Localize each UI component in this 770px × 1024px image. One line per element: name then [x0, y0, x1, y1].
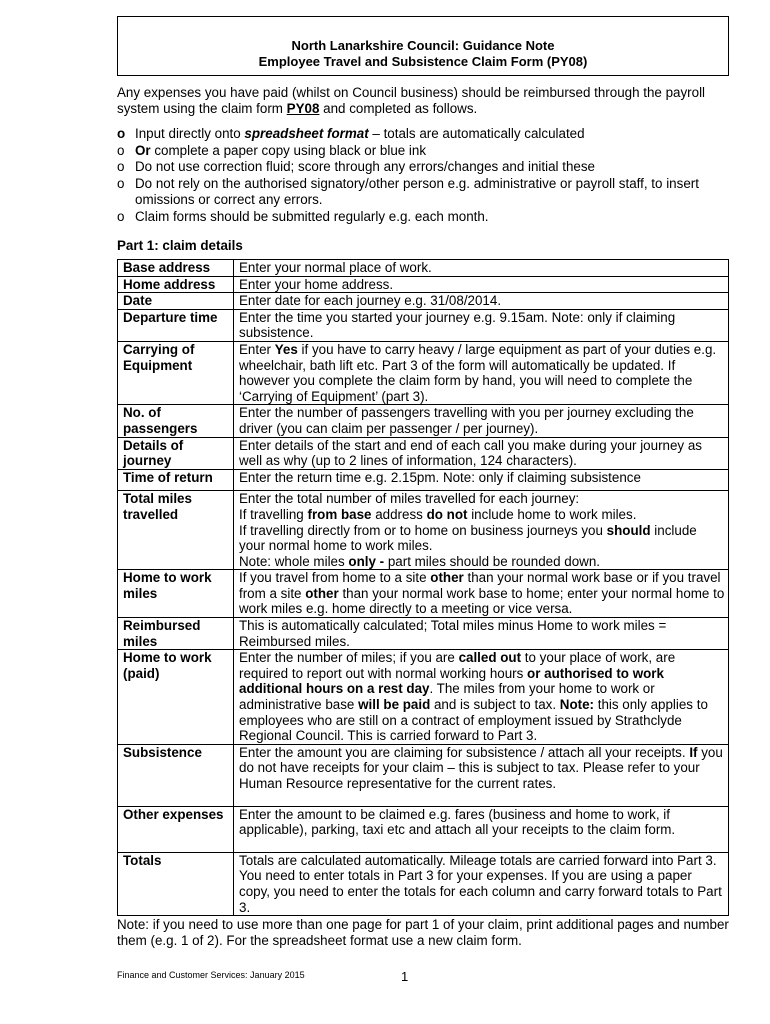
form-code: PY08 — [286, 100, 320, 116]
table-row: Total miles travelled Enter the total number of miles travelled for each journey: If travelling from base address do not include home to work miles. If travelling directly from or to home on business journeys you should include your normal home to work miles. Note: whole miles only - part miles should be rounded down. — [118, 491, 729, 570]
table-row: Time of return Enter the return time e.g. 2.15pm. Note: only if claiming subsistence — [118, 469, 729, 491]
part-1-title: Part 1: claim details — [117, 238, 243, 253]
bullet-marker: o — [117, 142, 125, 158]
table-row: Subsistence Enter the amount you are claiming for subsistence / attach all your receipts. If you do not have receipts for your claim – this is subject to tax. Please refer to your Human Resource representative for the current rates. — [118, 744, 729, 806]
list-item: o Claim forms should be submitted regularly e.g. each month. — [117, 208, 489, 224]
table-row: Base address Enter your normal place of work. — [118, 260, 729, 277]
table-row: Totals Totals are calculated automatically. Mileage totals are carried forward into Part 3. You need to enter totals in Part 3 for your expenses. If you are using a paper copy, you need to enter the totals for each column and carry forward totals to Part 3. — [118, 852, 729, 915]
bullet-marker: o — [117, 126, 126, 141]
table-row: No. of passengers Enter the number of passengers travelling with you per journey excluding the driver (you can claim per passenger / per journey). — [118, 405, 729, 437]
table-row: Carrying of Equipment Enter Yes if you have to carry heavy / large equipment as part of your duties e.g. wheelchair, bath lift etc. Part 3 of the form will automatically be updated. If however you complete the claim form by hand, you will need to complete the ‘Carrying of Equipment’ (part 3). — [118, 341, 729, 404]
table-row: Details of journey Enter details of the start and end of each call you make during your journey as well as why (up to 2 lines of information, 124 characters). — [118, 437, 729, 469]
title-line-1: North Lanarkshire Council: Guidance Note — [291, 38, 555, 53]
footnote: Note: if you need to use more than one page for part 1 of your claim, print additional pages and number them (e.g. 1 of 2). For the spreadsheet format use a new claim form. — [117, 917, 729, 948]
table-row: Home address Enter your home address. — [118, 276, 729, 293]
table-row: Other expenses Enter the amount to be claimed e.g. fares (business and home to work, if applicable), parking, taxi etc and attach all your receipts to the claim form. — [118, 806, 729, 852]
table-row: Date Enter date for each journey e.g. 31/08/2014. — [118, 293, 729, 310]
document-page — [117, 16, 729, 948]
table-row: Departure time Enter the time you started your journey e.g. 9.15am. Note: only if claiming subsistence. — [118, 309, 729, 341]
table-row: Home to work miles If you travel from home to a site other than your normal work base or if you travel from a site other than your normal work base to home; enter your normal home to work miles e.g. home directly to a meeting or vice versa. — [118, 570, 729, 618]
footer-text: Finance and Customer Services: January 2015 — [117, 970, 305, 980]
bullet-marker: o — [117, 175, 125, 191]
page-number: 1 — [401, 969, 409, 984]
title-line-2: Employee Travel and Subsistence Claim Form (PY08) — [258, 54, 588, 69]
instruction-list — [117, 126, 729, 225]
list-item: o Do not rely on the authorised signatory/other person e.g. administrative or payroll staff, to insert omissions or correct any errors. — [117, 175, 699, 207]
table-row: Reimbursed miles This is automatically calculated; Total miles minus Home to work miles = Reimbursed miles. — [118, 618, 729, 650]
table-row: Home to work (paid) Enter the number of miles; if you are called out to your place of work, are required to report out with normal working hours or authorised to work additional hours on a rest day. The miles from your home to work or administrative base will be paid and is subject to tax. Note: this only applies to employees who are still on a contract of employment issued by Strathclyde Regional Council. This is carried forward to Part 3. — [118, 650, 729, 745]
intro-text: Any expenses you have paid (whilst on Council business) should be reimbursed through the payroll system using the claim form — [117, 85, 706, 116]
intro-paragraph — [117, 85, 729, 116]
list-item: o Input directly onto spreadsheet format – totals are automatically calculated — [117, 126, 585, 141]
intro-text-end: and completed as follows. — [319, 100, 478, 116]
claim-details-table — [117, 259, 729, 916]
bullet-marker: o — [117, 208, 125, 224]
bullet-marker: o — [117, 159, 125, 174]
list-item: o Do not use correction fluid; score through any errors/changes and initial these — [117, 159, 596, 174]
title-box — [117, 16, 729, 76]
list-item: o Or complete a paper copy using black or blue ink — [117, 142, 427, 158]
